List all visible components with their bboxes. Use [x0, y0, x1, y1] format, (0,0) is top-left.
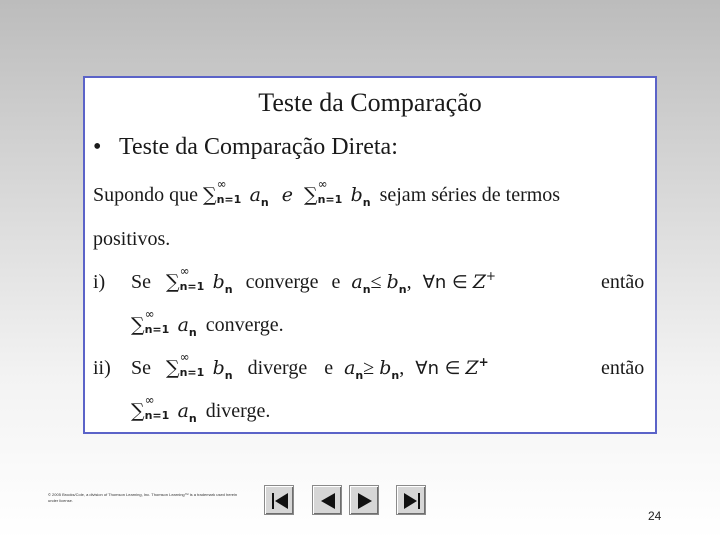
- case-i-line-1: [93, 264, 496, 296]
- sum-limits: [317, 177, 343, 206]
- next-slide-button[interactable]: [349, 485, 379, 515]
- case-i-conclusion-text: converge.: [205, 314, 284, 336]
- case-i-se: Se: [131, 271, 151, 293]
- sum-upper: ∞: [179, 350, 190, 364]
- z-plus: +: [485, 269, 496, 283]
- intro-rest: sejam séries de termos: [379, 184, 561, 206]
- b-term: b: [386, 271, 399, 293]
- sum-lower: n=1: [144, 409, 170, 422]
- intro-supondo: Supondo que: [93, 184, 198, 206]
- case-ii-label: ii): [93, 357, 111, 379]
- sum-lower: n=1: [144, 323, 170, 336]
- first-slide-icon: [265, 486, 295, 516]
- sum-upper: ∞: [144, 307, 155, 321]
- case-ii-se: Se: [131, 357, 151, 379]
- case-i-conclusion: [131, 307, 284, 339]
- case-ii-conclusion: [131, 393, 271, 425]
- sum-symbol: ∑: [203, 184, 217, 206]
- bullet-text: Teste da Comparação Direta:: [119, 134, 398, 160]
- b-sub: n: [398, 283, 407, 296]
- forall-n-in: ∀n ∈: [415, 358, 461, 379]
- page-number: 24: [648, 509, 662, 523]
- last-slide-icon: [397, 486, 427, 516]
- sum-limits: [179, 350, 205, 379]
- comma: ,: [406, 271, 412, 293]
- b-term: b: [379, 357, 392, 379]
- relation-le: ≤: [370, 271, 382, 293]
- sum-lower: n=1: [317, 193, 343, 206]
- b-sub: n: [224, 369, 233, 382]
- case-ii-verb: diverge: [247, 357, 308, 379]
- sum-limits: [144, 393, 170, 422]
- intro-line-2: positivos.: [93, 228, 171, 250]
- intro-line-1: [93, 177, 561, 209]
- b-sub: n: [391, 369, 400, 382]
- b-sub: n: [224, 283, 233, 296]
- a-term: a: [249, 184, 261, 206]
- relation-ge: ≥: [363, 357, 375, 379]
- case-ii-conclusion-text: diverge.: [205, 400, 271, 422]
- b-term: b: [350, 184, 363, 206]
- a-term: a: [177, 314, 189, 336]
- a-sub: n: [188, 326, 197, 339]
- slide-title: Teste da Comparação: [258, 88, 482, 117]
- a-sub: n: [188, 412, 197, 425]
- case-i-label: i): [93, 271, 106, 293]
- a-term: a: [177, 400, 189, 422]
- sum-upper: ∞: [216, 177, 227, 191]
- b-sub: n: [362, 196, 371, 209]
- z-set: Z: [465, 357, 479, 379]
- sum-lower: n=1: [179, 280, 205, 293]
- z-plus: +: [478, 355, 489, 369]
- sum-upper: ∞: [179, 264, 190, 278]
- z-set: Z: [472, 271, 486, 293]
- case-ii-e: e: [324, 357, 334, 379]
- sum-symbol: ∑: [166, 357, 180, 379]
- sum-lower: n=1: [216, 193, 242, 206]
- sum-symbol: ∑: [131, 400, 145, 422]
- a-term: a: [351, 271, 363, 293]
- case-i-entao: então: [601, 271, 645, 293]
- bullet-dot: •: [93, 134, 102, 160]
- case-ii-line-1: [93, 350, 489, 382]
- sum-symbol: ∑: [131, 314, 145, 336]
- next-slide-icon: [350, 486, 380, 516]
- sum-limits: [144, 307, 170, 336]
- sum-upper: ∞: [144, 393, 155, 407]
- previous-slide-button[interactable]: [312, 485, 342, 515]
- a-term: a: [344, 357, 356, 379]
- b-term: b: [212, 357, 225, 379]
- a-sub: n: [362, 283, 371, 296]
- sum-limits: [179, 264, 205, 293]
- case-i-e: e: [331, 271, 341, 293]
- a-sub: n: [260, 196, 269, 209]
- first-slide-button[interactable]: [264, 485, 294, 515]
- slide-panel: [83, 76, 657, 434]
- case-ii-entao: então: [601, 357, 645, 379]
- previous-slide-icon: [313, 486, 343, 516]
- sum-upper: ∞: [317, 177, 328, 191]
- e-conjunction: e: [281, 184, 293, 206]
- copyright-notice: © 2005 Brooks/Cole, a division of Thomson Learning, Inc. Thomson Learning™ is a trademark used herein under license.: [48, 492, 238, 503]
- last-slide-button[interactable]: [396, 485, 426, 515]
- case-i-verb: converge: [245, 271, 319, 293]
- bullet-heading: [93, 134, 398, 161]
- comma: ,: [399, 357, 405, 379]
- a-sub: n: [355, 369, 364, 382]
- forall-n-in: ∀n ∈: [422, 272, 468, 293]
- sum-symbol: ∑: [166, 271, 180, 293]
- sum-symbol: ∑: [304, 184, 318, 206]
- b-term: b: [212, 271, 225, 293]
- sum-limits: [216, 177, 242, 206]
- sum-lower: n=1: [179, 366, 205, 379]
